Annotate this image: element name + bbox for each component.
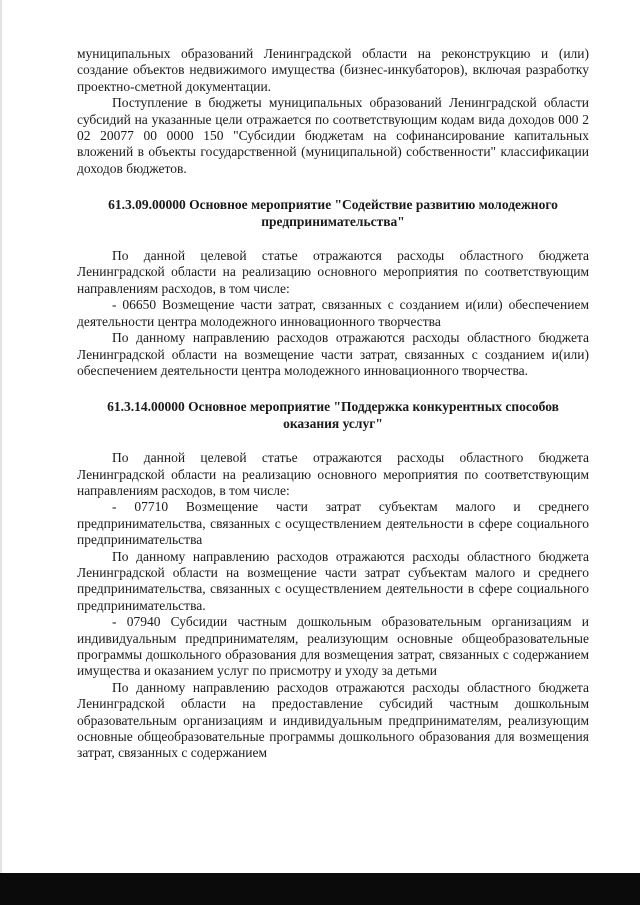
paragraph-target-article-2: По данной целевой статье отражаются расходы областного бюджета Ленинградской области на реализацию основного мероприятия по соответствующим направлениям расходов, в том числе: <box>77 450 589 498</box>
paragraph-target-article-1: По данной целевой статье отражаются расходы областного бюджета Ленинградской области на реализацию основного мероприятия по соответствующим направлениям расходов, в том числе: <box>77 248 589 296</box>
scan-edge <box>0 0 2 873</box>
paragraph-continuation: муниципальных образований Ленинградской области на реконструкцию и (или) создание объектов недвижимого имущества (бизнес-инкубаторов), включая разработку проектно-сметной документации. <box>77 46 589 94</box>
list-item-07940: - 07940 Субсидии частным дошкольным образовательным организациям и индивидуальным предпринимателям, реализующим основные общеобразовательные программы дошкольного образования для возмещения затрат, связанных с содержанием имущества и оказанием услуг по присмотру и уходу за детьми <box>77 614 589 679</box>
section-heading-competitive-services: 61.3.14.00000 Основное мероприятие "Поддержка конкурентных способов оказания услуг" <box>107 399 559 431</box>
paragraph-direction-06650: По данному направлению расходов отражаются расходы областного бюджета Ленинградской области на возмещение части затрат, связанных с созданием и(или) обеспечением деятельности центра молодежного инновационного творчества. <box>77 330 589 378</box>
document-body <box>77 46 589 762</box>
paragraph-direction-07710: По данному направлению расходов отражаются расходы областного бюджета Ленинградской области на возмещение части затрат субъектам малого и среднего предпринимательства, связанных с осуществлением деятельности в сфере социального предпринимательства. <box>77 548 589 613</box>
list-item-06650: - 06650 Возмещение части затрат, связанных с созданием и(или) обеспечением деятельности центра молодежного инновационного творчества <box>77 297 589 329</box>
paragraph-revenue-codes: Поступление в бюджеты муниципальных образований Ленинградской области субсидий на указанные цели отражается по соответствующим кодам вида доходов 000 2 02 20077 00 0000 150 "Субсидии бюджетам на софинансирование капитальных вложений в объекты государственной (муниципальной) собственности" классификации доходов бюджетов. <box>77 95 589 176</box>
section-heading-youth-entrepreneurship: 61.3.09.00000 Основное мероприятие "Содействие развитию молодежного предпринимательства" <box>108 197 558 229</box>
list-item-07710: - 07710 Возмещение части затрат субъектам малого и среднего предпринимательства, связанных с осуществлением деятельности в сфере социального предпринимательства <box>77 499 589 548</box>
paragraph-direction-07940: По данному направлению расходов отражаются расходы областного бюджета Ленинградской области на предоставление субсидий частным дошкольным образовательным организациям и индивидуальным предпринимателям, реализующим основные общеобразовательные программы дошкольного образования для возмещения затрат, связанных с содержанием <box>77 679 589 761</box>
scan-bottom-border <box>0 873 640 905</box>
